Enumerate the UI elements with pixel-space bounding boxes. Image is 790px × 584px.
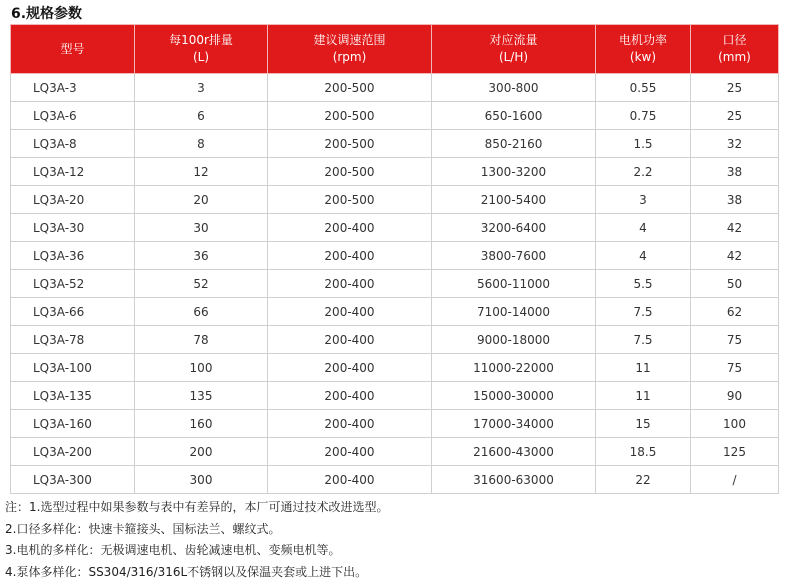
cell-speed-range: 200-500 — [268, 74, 432, 102]
cell-caliber: 62 — [691, 298, 779, 326]
header-unit: (rpm) — [332, 50, 367, 64]
cell-caliber: 75 — [691, 326, 779, 354]
cell-flow: 850-2160 — [432, 130, 596, 158]
header-caliber — [691, 25, 779, 74]
header-unit: (L) — [192, 50, 210, 64]
cell-speed-range: 200-500 — [268, 102, 432, 130]
cell-speed-range: 200-400 — [268, 298, 432, 326]
cell-flow: 17000-34000 — [432, 410, 596, 438]
header-label: 电机功率 — [618, 33, 667, 47]
cell-model: LQ3A-52 — [11, 270, 135, 298]
cell-flow: 650-1600 — [432, 102, 596, 130]
header-displacement — [135, 25, 268, 74]
header-label: 每100r排量 — [169, 33, 233, 47]
cell-displacement: 20 — [135, 186, 268, 214]
cell-flow: 3800-7600 — [432, 242, 596, 270]
cell-speed-range: 200-400 — [268, 214, 432, 242]
header-label: 口径 — [722, 33, 747, 47]
cell-speed-range: 200-400 — [268, 382, 432, 410]
cell-caliber: 90 — [691, 382, 779, 410]
cell-motor-power: 4 — [596, 214, 691, 242]
table-row — [11, 410, 779, 438]
cell-model: LQ3A-66 — [11, 298, 135, 326]
header-label: 对应流量 — [489, 33, 538, 47]
cell-displacement: 12 — [135, 158, 268, 186]
cell-displacement: 52 — [135, 270, 268, 298]
cell-displacement: 135 — [135, 382, 268, 410]
cell-model: LQ3A-8 — [11, 130, 135, 158]
cell-caliber: 38 — [691, 186, 779, 214]
table-row — [11, 242, 779, 270]
cell-model: LQ3A-6 — [11, 102, 135, 130]
cell-model: LQ3A-78 — [11, 326, 135, 354]
cell-displacement: 30 — [135, 214, 268, 242]
cell-speed-range: 200-400 — [268, 466, 432, 494]
cell-flow: 9000-18000 — [432, 326, 596, 354]
note-line: 注：1.选型过程中如果参数与表中有差异的，本厂可通过技术改进选型。 — [5, 500, 389, 514]
cell-displacement: 66 — [135, 298, 268, 326]
cell-displacement: 78 — [135, 326, 268, 354]
cell-flow: 11000-22000 — [432, 354, 596, 382]
cell-model: LQ3A-100 — [11, 354, 135, 382]
cell-flow: 15000-30000 — [432, 382, 596, 410]
cell-motor-power: 11 — [596, 382, 691, 410]
cell-model: LQ3A-135 — [11, 382, 135, 410]
spec-table — [10, 24, 779, 494]
cell-motor-power: 18.5 — [596, 438, 691, 466]
cell-motor-power: 7.5 — [596, 326, 691, 354]
cell-speed-range: 200-400 — [268, 410, 432, 438]
notes — [5, 497, 388, 583]
cell-displacement: 3 — [135, 74, 268, 102]
cell-motor-power: 4 — [596, 242, 691, 270]
header-label: 型号 — [60, 41, 85, 56]
section-heading: 6.规格参数 — [11, 6, 83, 22]
cell-model: LQ3A-12 — [11, 158, 135, 186]
table-row — [11, 214, 779, 242]
cell-motor-power: 0.55 — [596, 74, 691, 102]
cell-model: LQ3A-20 — [11, 186, 135, 214]
cell-caliber: 25 — [691, 102, 779, 130]
note-line: 3.电机的多样化：无极调速电机、齿轮减速电机、变频电机等。 — [5, 543, 341, 557]
cell-speed-range: 200-400 — [268, 354, 432, 382]
table-row — [11, 326, 779, 354]
table-row — [11, 382, 779, 410]
cell-motor-power: 15 — [596, 410, 691, 438]
cell-model: LQ3A-300 — [11, 466, 135, 494]
cell-displacement: 6 — [135, 102, 268, 130]
note-line: 2.口径多样化：快速卡箍接头、国标法兰、螺纹式。 — [5, 521, 281, 536]
table-row — [11, 102, 779, 130]
cell-flow: 5600-11000 — [432, 270, 596, 298]
cell-displacement: 200 — [135, 438, 268, 466]
cell-motor-power: 2.2 — [596, 158, 691, 186]
header-model — [11, 25, 135, 74]
cell-caliber: 42 — [691, 242, 779, 270]
cell-flow: 7100-14000 — [432, 298, 596, 326]
cell-speed-range: 200-400 — [268, 270, 432, 298]
cell-caliber: 32 — [691, 130, 779, 158]
header-unit: (kw) — [629, 50, 657, 64]
cell-speed-range: 200-400 — [268, 242, 432, 270]
table-body — [11, 74, 779, 494]
cell-speed-range: 200-500 — [268, 130, 432, 158]
cell-model: LQ3A-200 — [11, 438, 135, 466]
cell-model: LQ3A-30 — [11, 214, 135, 242]
cell-motor-power: 11 — [596, 354, 691, 382]
cell-caliber: 42 — [691, 214, 779, 242]
cell-motor-power: 22 — [596, 466, 691, 494]
cell-motor-power: 0.75 — [596, 102, 691, 130]
header-unit: (L/H) — [498, 50, 529, 64]
cell-speed-range: 200-500 — [268, 158, 432, 186]
cell-flow: 2100-5400 — [432, 186, 596, 214]
cell-motor-power: 5.5 — [596, 270, 691, 298]
cell-motor-power: 1.5 — [596, 130, 691, 158]
cell-caliber: 25 — [691, 74, 779, 102]
cell-flow: 3200-6400 — [432, 214, 596, 242]
table-row — [11, 158, 779, 186]
cell-flow: 1300-3200 — [432, 158, 596, 186]
cell-displacement: 8 — [135, 130, 268, 158]
table-header-row — [11, 25, 779, 74]
cell-caliber: 75 — [691, 354, 779, 382]
header-unit: (mm) — [718, 50, 751, 64]
cell-model: LQ3A-3 — [11, 74, 135, 102]
table-row — [11, 130, 779, 158]
cell-motor-power: 3 — [596, 186, 691, 214]
cell-displacement: 36 — [135, 242, 268, 270]
table-row — [11, 186, 779, 214]
cell-model: LQ3A-36 — [11, 242, 135, 270]
note-line: 4.泵体多样化：SS304/316/316L不锈钢以及保温夹套或上进下出。 — [5, 564, 368, 579]
cell-caliber: 100 — [691, 410, 779, 438]
header-label: 建议调速范围 — [313, 33, 386, 47]
table-row — [11, 354, 779, 382]
cell-displacement: 100 — [135, 354, 268, 382]
cell-displacement: 300 — [135, 466, 268, 494]
table-row — [11, 438, 779, 466]
cell-displacement: 160 — [135, 410, 268, 438]
cell-flow: 300-800 — [432, 74, 596, 102]
table-row — [11, 466, 779, 494]
cell-speed-range: 200-400 — [268, 326, 432, 354]
cell-motor-power: 7.5 — [596, 298, 691, 326]
cell-caliber: 125 — [691, 438, 779, 466]
cell-speed-range: 200-500 — [268, 186, 432, 214]
table-row — [11, 270, 779, 298]
cell-flow: 21600-43000 — [432, 438, 596, 466]
header-flow — [432, 25, 596, 74]
header-motor-power — [596, 25, 691, 74]
table-row — [11, 74, 779, 102]
cell-speed-range: 200-400 — [268, 438, 432, 466]
cell-flow: 31600-63000 — [432, 466, 596, 494]
cell-caliber: 50 — [691, 270, 779, 298]
table-row — [11, 298, 779, 326]
header-speed-range — [268, 25, 432, 74]
cell-caliber: 38 — [691, 158, 779, 186]
cell-caliber: / — [691, 466, 779, 494]
cell-model: LQ3A-160 — [11, 410, 135, 438]
